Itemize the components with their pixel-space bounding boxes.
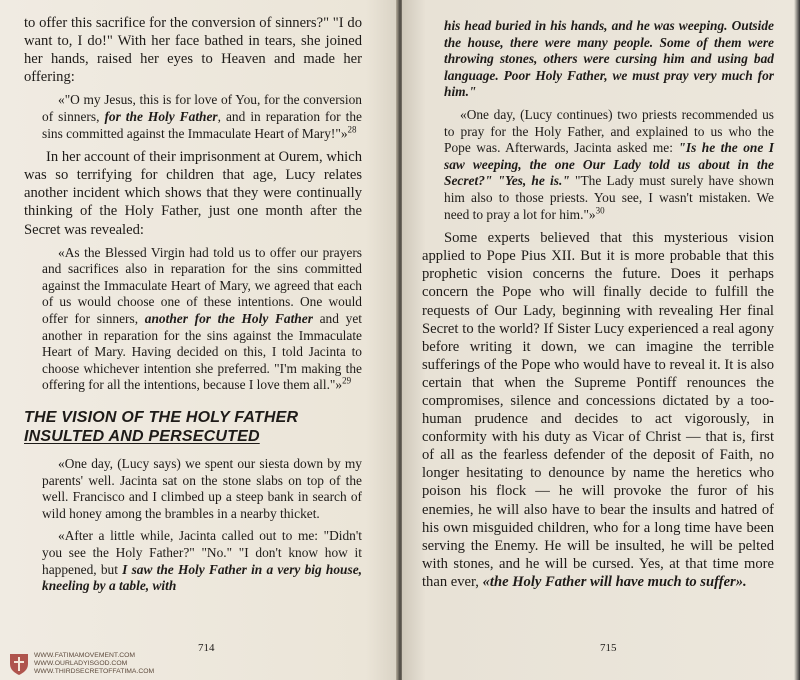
- quote-block: his head buried in his hands, and he was weeping. Outside the house, there were many people. Some of them were throwing stones, others were cursing him and using bad language. Poor Holy Father, we must pray very much for him.": [444, 18, 774, 100]
- watermark-url: WWW.THIRDSECRETOFFATIMA.COM: [34, 668, 155, 675]
- emphasis-text: «the Holy Father will have much to suffer».: [482, 573, 747, 590]
- quote-block: [42, 528, 362, 594]
- paragraph: [422, 229, 774, 591]
- quote-text: «After a little while, Jacinta called out to me: "Didn't you see the Holy Father?" "No." "I don't know how it happened, but: [42, 528, 362, 577]
- footnote-ref: 29: [342, 375, 352, 386]
- left-page: [0, 0, 398, 680]
- site-watermark: [4, 648, 244, 678]
- paragraph: In her account of their imprisonment at Ourem, which was so terrifying for children that age, Lucy relates another incident which shows that they were continually thinking of the Holy Father, just one month after the Secret was revealed:: [24, 149, 362, 238]
- emphasis-text: I saw the Holy Father in a very big house, kneeling by a table, with: [42, 561, 362, 594]
- quote-text: «One day, (Lucy continues) two priests recommended us to pray for the Holy Father, and explained to us who the Pope was. Afterwards, Jacinta asked me:: [444, 106, 774, 156]
- heading-line: THE VISION OF THE HOLY FATHER: [24, 408, 299, 426]
- footnote-ref: 30: [595, 205, 605, 216]
- section-heading: [24, 408, 362, 446]
- heading-line: INSULTED AND PERSECUTED: [24, 427, 260, 445]
- emphasis-text: "Is he the one I saw weeping, the one Our Lady told us about in the Secret?" "Yes, he is.": [444, 140, 774, 189]
- emphasis-text: another for the Holy Father: [144, 311, 313, 326]
- page-edge-shadow: [794, 0, 800, 680]
- quote-block: «One day, (Lucy says) we spent our siesta down by my parents' well. Jacinta sat on the stone slabs on top of the well. Francisco and I climbed up a steep bank in search of wild honey among the brambles in a nearby thicket.: [42, 455, 362, 521]
- right-page: [402, 0, 800, 680]
- watermark-url: WWW.OURLADYISGOD.COM: [34, 660, 128, 667]
- footnote-ref: 28: [347, 124, 357, 135]
- quote-block: [42, 92, 362, 142]
- watermark-url: WWW.FATIMAMOVEMENT.COM: [34, 652, 136, 659]
- quote-text: «"O my Jesus, this is for love of You, for the conversion of sinners,: [42, 92, 362, 124]
- quote-text: and yet another in reparation for the sins against the Immaculate Heart of Mary. Having decided on this, I told Jacinta to choose whichever intention she preferred. "I'm making the offering for all the intentions, because I love them all."»: [42, 311, 362, 393]
- quote-block: [444, 107, 774, 223]
- quote-text: "The Lady must surely have shown him also to those priests. You see, I wasn't mistaken. We need to pray a lot for him."»: [444, 173, 774, 222]
- quote-block: [42, 245, 362, 394]
- crest-icon: [8, 652, 30, 676]
- page-number: 715: [600, 642, 617, 654]
- emphasis-text: for the Holy Father: [104, 108, 218, 124]
- page-number: 714: [198, 642, 215, 654]
- paragraph: to offer this sacrifice for the conversion of sinners?" "I do want to, I do!" With her face bathed in tears, she joined her hands, raised her eyes to Heaven and made her offering:: [24, 15, 362, 86]
- body-text: Some experts believed that this mysterious vision applied to Pope Pius XII. But it is more probable that this prophetic vision concerns the future. Does it perhaps concern the Pope who will finally decide to fulfill the requests of Our Lady, beginning with revealing Her final Secret to the world? If Sister Lucy experienced a real agony before writing it down, we can imagine the terrible sufferings of the Pope who would have to reveal it. It is also certain that when the Supreme Pontiff renounces the compromises, silence and concessions dictated by a too-human prudence and decides to act vigorously, in conformity with his duty as Vicar of Christ — that is, first of all as the fearless defender of the deposit of Faith, no longer hesitating to denounce by name the heretics who poison his flock — he will provoke the furor of his enemies, he will also have to bear the insults and hatred of his own misguided children, who for a long time have been serving the Enemy. He will be insulted, he will be pelted with stones, and he will be cursed. Yes, at that time more than ever,: [422, 230, 774, 590]
- quote-text: «As the Blessed Virgin had told us to offer our prayers and sacrifices also in reparation for the sins committed against the Immaculate Heart of Mary, we agreed that each of us would choose one of these intentions. One would offer for sinners,: [42, 244, 362, 326]
- quote-text: , and in reparation for the sins committed against the Immaculate Heart of Mary!"»: [42, 108, 362, 141]
